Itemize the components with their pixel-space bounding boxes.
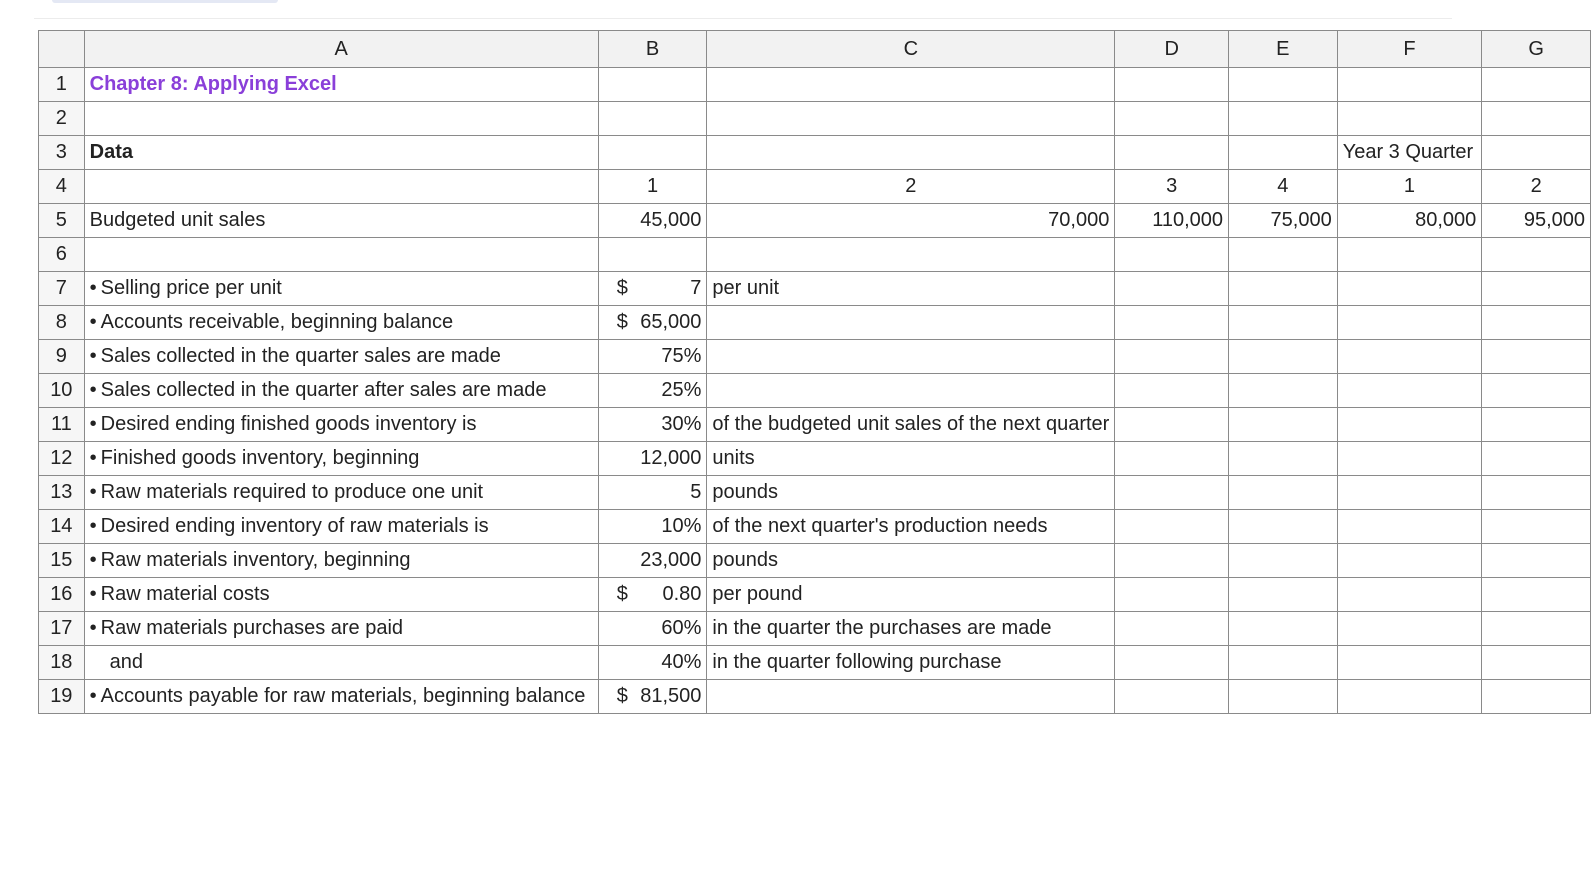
cell-b19[interactable]: [598, 680, 707, 714]
bullet-icon: •: [89, 481, 97, 503]
cell-g8[interactable]: [1482, 306, 1591, 340]
cell-f1[interactable]: [1337, 68, 1482, 102]
cell-f4-quarter[interactable]: 1: [1337, 170, 1482, 204]
bullet-icon: •: [89, 549, 97, 571]
cell-g16[interactable]: [1482, 578, 1591, 612]
cell-e9[interactable]: [1229, 340, 1338, 374]
cell-a19[interactable]: [84, 680, 598, 714]
row-header-9[interactable]: 9: [39, 340, 85, 374]
item-value: 0.80: [662, 583, 702, 605]
row-13: [39, 476, 1591, 510]
top-tab-indicator: [52, 0, 278, 3]
cell-c8[interactable]: [707, 306, 1115, 340]
item-label: and: [109, 651, 144, 673]
column-header-e[interactable]: E: [1229, 31, 1338, 68]
row-header-4[interactable]: 4: [39, 170, 85, 204]
item-label: Sales collected in the quarter after sales are made: [100, 379, 547, 401]
column-header-d[interactable]: D: [1115, 31, 1229, 68]
cell-b1[interactable]: [598, 68, 707, 102]
row-14: [39, 510, 1591, 544]
cell-g18[interactable]: [1482, 646, 1591, 680]
cell-b3[interactable]: [598, 136, 707, 170]
row-header-13[interactable]: 13: [39, 476, 85, 510]
cell-d7[interactable]: [1115, 272, 1229, 306]
cell-a7[interactable]: [84, 272, 598, 306]
cell-c16-note[interactable]: per pound: [707, 578, 1115, 612]
row-header-17[interactable]: 17: [39, 612, 85, 646]
cell-b12[interactable]: 12,000: [598, 442, 707, 476]
cell-b5-sales[interactable]: 45,000: [598, 204, 707, 238]
row-15: [39, 544, 1591, 578]
column-header-a[interactable]: A: [84, 31, 598, 68]
cell-c5-sales[interactable]: 70,000: [707, 204, 1115, 238]
cell-f11[interactable]: [1337, 408, 1482, 442]
cell-a16[interactable]: [84, 578, 598, 612]
cell-d9[interactable]: [1115, 340, 1229, 374]
item-label: Accounts payable for raw materials, beginning balance: [100, 685, 586, 707]
cell-b6[interactable]: [598, 238, 707, 272]
cell-c18-note[interactable]: in the quarter following purchase: [707, 646, 1115, 680]
cell-g6[interactable]: [1482, 238, 1591, 272]
row-header-7[interactable]: 7: [39, 272, 85, 306]
cell-g13[interactable]: [1482, 476, 1591, 510]
cell-c12-note[interactable]: units: [707, 442, 1115, 476]
cell-e2[interactable]: [1229, 102, 1338, 136]
cell-g10[interactable]: [1482, 374, 1591, 408]
cell-a3-data-label[interactable]: Data: [84, 136, 598, 170]
row-header-11[interactable]: 11: [39, 408, 85, 442]
column-header-row: [39, 31, 1591, 68]
cell-a8[interactable]: [84, 306, 598, 340]
cell-c13-note[interactable]: pounds: [707, 476, 1115, 510]
cell-a9[interactable]: [84, 340, 598, 374]
cell-b14[interactable]: 10%: [598, 510, 707, 544]
select-all-corner[interactable]: [39, 31, 85, 68]
bullet-icon: •: [89, 345, 97, 367]
cell-e14[interactable]: [1229, 510, 1338, 544]
row-18: [39, 646, 1591, 680]
cell-e17[interactable]: [1229, 612, 1338, 646]
item-label: Raw materials purchases are paid: [100, 617, 404, 639]
cell-a6[interactable]: [84, 238, 598, 272]
cell-f15[interactable]: [1337, 544, 1482, 578]
cell-d4-quarter[interactable]: 3: [1115, 170, 1229, 204]
cell-e11[interactable]: [1229, 408, 1338, 442]
cell-a14[interactable]: [84, 510, 598, 544]
cell-e5-sales[interactable]: 75,000: [1229, 204, 1338, 238]
cell-g7[interactable]: [1482, 272, 1591, 306]
row-10: [39, 374, 1591, 408]
cell-e4-quarter[interactable]: 4: [1229, 170, 1338, 204]
cell-f7[interactable]: [1337, 272, 1482, 306]
cell-a18[interactable]: [84, 646, 598, 680]
row-header-18[interactable]: 18: [39, 646, 85, 680]
cell-c14-note[interactable]: of the next quarter's production needs: [707, 510, 1115, 544]
cell-d14[interactable]: [1115, 510, 1229, 544]
cell-a17[interactable]: [84, 612, 598, 646]
cell-f10[interactable]: [1337, 374, 1482, 408]
cell-f8[interactable]: [1337, 306, 1482, 340]
cell-d11[interactable]: [1115, 408, 1229, 442]
cell-g1[interactable]: [1482, 68, 1591, 102]
cell-f18[interactable]: [1337, 646, 1482, 680]
item-value: 65,000: [640, 311, 702, 333]
cell-c7-note[interactable]: per unit: [707, 272, 1115, 306]
item-label: Desired ending finished goods inventory is: [100, 413, 477, 435]
cell-b17[interactable]: 60%: [598, 612, 707, 646]
row-header-15[interactable]: 15: [39, 544, 85, 578]
cell-d12[interactable]: [1115, 442, 1229, 476]
cell-c6[interactable]: [707, 238, 1115, 272]
bullet-icon: •: [89, 379, 97, 401]
item-value: 81,500: [640, 685, 702, 707]
cell-a4[interactable]: [84, 170, 598, 204]
item-value: 7: [690, 277, 702, 299]
row-header-5[interactable]: 5: [39, 204, 85, 238]
column-header-g[interactable]: G: [1482, 31, 1591, 68]
cell-f17[interactable]: [1337, 612, 1482, 646]
cell-f6[interactable]: [1337, 238, 1482, 272]
cell-d17[interactable]: [1115, 612, 1229, 646]
cell-g9[interactable]: [1482, 340, 1591, 374]
cell-b10[interactable]: 25%: [598, 374, 707, 408]
item-label: Finished goods inventory, beginning: [100, 447, 420, 469]
cell-b9[interactable]: 75%: [598, 340, 707, 374]
column-header-c[interactable]: C: [707, 31, 1115, 68]
row-19: [39, 680, 1591, 714]
cell-f14[interactable]: [1337, 510, 1482, 544]
dollar-sign: $: [616, 685, 628, 707]
cell-b13[interactable]: 5: [598, 476, 707, 510]
cell-e19[interactable]: [1229, 680, 1338, 714]
cell-b15[interactable]: 23,000: [598, 544, 707, 578]
item-label: Raw materials required to produce one unit: [100, 481, 484, 503]
cell-e7[interactable]: [1229, 272, 1338, 306]
item-label: Desired ending inventory of raw materials is: [100, 515, 489, 537]
cell-a10[interactable]: [84, 374, 598, 408]
cell-e8[interactable]: [1229, 306, 1338, 340]
bullet-icon: •: [89, 413, 97, 435]
cell-c9[interactable]: [707, 340, 1115, 374]
cell-b4-quarter[interactable]: 1: [598, 170, 707, 204]
row-header-10[interactable]: 10: [39, 374, 85, 408]
dollar-sign: $: [616, 311, 628, 333]
item-label: Accounts receivable, beginning balance: [100, 311, 454, 333]
item-label: Raw materials inventory, beginning: [100, 549, 411, 571]
top-divider: [34, 18, 1452, 19]
cell-b11[interactable]: 30%: [598, 408, 707, 442]
cell-c17-note[interactable]: in the quarter the purchases are made: [707, 612, 1115, 646]
cell-c1[interactable]: [707, 68, 1115, 102]
cell-e1[interactable]: [1229, 68, 1338, 102]
bullet-icon: •: [89, 583, 97, 605]
cell-g2[interactable]: [1482, 102, 1591, 136]
cell-b7[interactable]: [598, 272, 707, 306]
cell-f5-sales[interactable]: 80,000: [1337, 204, 1482, 238]
row-2: [39, 102, 1591, 136]
row-5: [39, 204, 1591, 238]
cell-e13[interactable]: [1229, 476, 1338, 510]
bullet-icon: •: [89, 311, 97, 333]
cell-c3[interactable]: [707, 136, 1115, 170]
cell-g19[interactable]: [1482, 680, 1591, 714]
cell-c10[interactable]: [707, 374, 1115, 408]
cell-a2[interactable]: [84, 102, 598, 136]
bullet-icon: •: [89, 617, 97, 639]
cell-d16[interactable]: [1115, 578, 1229, 612]
row-11: [39, 408, 1591, 442]
cell-e18[interactable]: [1229, 646, 1338, 680]
cell-d19[interactable]: [1115, 680, 1229, 714]
cell-g5-sales[interactable]: 95,000: [1482, 204, 1591, 238]
cell-e15[interactable]: [1229, 544, 1338, 578]
row-header-6[interactable]: 6: [39, 238, 85, 272]
row-header-14[interactable]: 14: [39, 510, 85, 544]
row-header-19[interactable]: 19: [39, 680, 85, 714]
cell-e6[interactable]: [1229, 238, 1338, 272]
item-label: Raw material costs: [100, 583, 270, 605]
cell-c19[interactable]: [707, 680, 1115, 714]
row-header-8[interactable]: 8: [39, 306, 85, 340]
bullet-icon: •: [89, 447, 97, 469]
cell-f2[interactable]: [1337, 102, 1482, 136]
cell-g14[interactable]: [1482, 510, 1591, 544]
cell-b18[interactable]: 40%: [598, 646, 707, 680]
bullet-icon: •: [89, 277, 97, 299]
cell-f12[interactable]: [1337, 442, 1482, 476]
cell-e16[interactable]: [1229, 578, 1338, 612]
dollar-sign: $: [616, 277, 628, 299]
cell-f19[interactable]: [1337, 680, 1482, 714]
cell-d3[interactable]: [1115, 136, 1229, 170]
cell-d10[interactable]: [1115, 374, 1229, 408]
cell-a5-budgeted-label[interactable]: Budgeted unit sales: [84, 204, 598, 238]
cell-g15[interactable]: [1482, 544, 1591, 578]
cell-e10[interactable]: [1229, 374, 1338, 408]
item-label: Sales collected in the quarter sales are made: [100, 345, 501, 367]
cell-b2[interactable]: [598, 102, 707, 136]
cell-b16[interactable]: [598, 578, 707, 612]
cell-d13[interactable]: [1115, 476, 1229, 510]
cell-g3[interactable]: [1482, 136, 1591, 170]
row-7: [39, 272, 1591, 306]
row-9: [39, 340, 1591, 374]
bullet-icon: •: [89, 685, 97, 707]
row-4: [39, 170, 1591, 204]
cell-d18[interactable]: [1115, 646, 1229, 680]
row-header-3[interactable]: 3: [39, 136, 85, 170]
row-header-1[interactable]: 1: [39, 68, 85, 102]
cell-g17[interactable]: [1482, 612, 1591, 646]
row-header-16[interactable]: 16: [39, 578, 85, 612]
cell-e12[interactable]: [1229, 442, 1338, 476]
cell-c4-quarter[interactable]: 2: [707, 170, 1115, 204]
cell-a1-title[interactable]: Chapter 8: Applying Excel: [84, 68, 598, 102]
cell-b8[interactable]: [598, 306, 707, 340]
cell-a11[interactable]: [84, 408, 598, 442]
cell-a13[interactable]: [84, 476, 598, 510]
cell-f3-year3-quarter[interactable]: Year 3 Quarter: [1337, 136, 1482, 170]
cell-c11-note[interactable]: of the budgeted unit sales of the next quarter: [707, 408, 1115, 442]
row-8: [39, 306, 1591, 340]
cell-c15-note[interactable]: pounds: [707, 544, 1115, 578]
cell-d8[interactable]: [1115, 306, 1229, 340]
cell-g4-quarter[interactable]: 2: [1482, 170, 1591, 204]
cell-f13[interactable]: [1337, 476, 1482, 510]
cell-e3[interactable]: [1229, 136, 1338, 170]
cell-g12[interactable]: [1482, 442, 1591, 476]
cell-a12[interactable]: [84, 442, 598, 476]
cell-d15[interactable]: [1115, 544, 1229, 578]
row-12: [39, 442, 1591, 476]
cell-d1[interactable]: [1115, 68, 1229, 102]
row-header-2[interactable]: 2: [39, 102, 85, 136]
cell-f16[interactable]: [1337, 578, 1482, 612]
row-header-12[interactable]: 12: [39, 442, 85, 476]
cell-d6[interactable]: [1115, 238, 1229, 272]
cell-c2[interactable]: [707, 102, 1115, 136]
bullet-icon: •: [89, 515, 97, 537]
cell-f9[interactable]: [1337, 340, 1482, 374]
cell-d2[interactable]: [1115, 102, 1229, 136]
row-17: [39, 612, 1591, 646]
spreadsheet-grid: [38, 30, 1591, 714]
dollar-sign: $: [616, 583, 628, 605]
row-6: [39, 238, 1591, 272]
item-label: Selling price per unit: [100, 277, 282, 299]
cell-d5-sales[interactable]: 110,000: [1115, 204, 1229, 238]
cell-a15[interactable]: [84, 544, 598, 578]
cell-g11[interactable]: [1482, 408, 1591, 442]
column-header-b[interactable]: B: [598, 31, 707, 68]
row-16: [39, 578, 1591, 612]
row-1: [39, 68, 1591, 102]
row-3: [39, 136, 1591, 170]
column-header-f[interactable]: F: [1337, 31, 1482, 68]
